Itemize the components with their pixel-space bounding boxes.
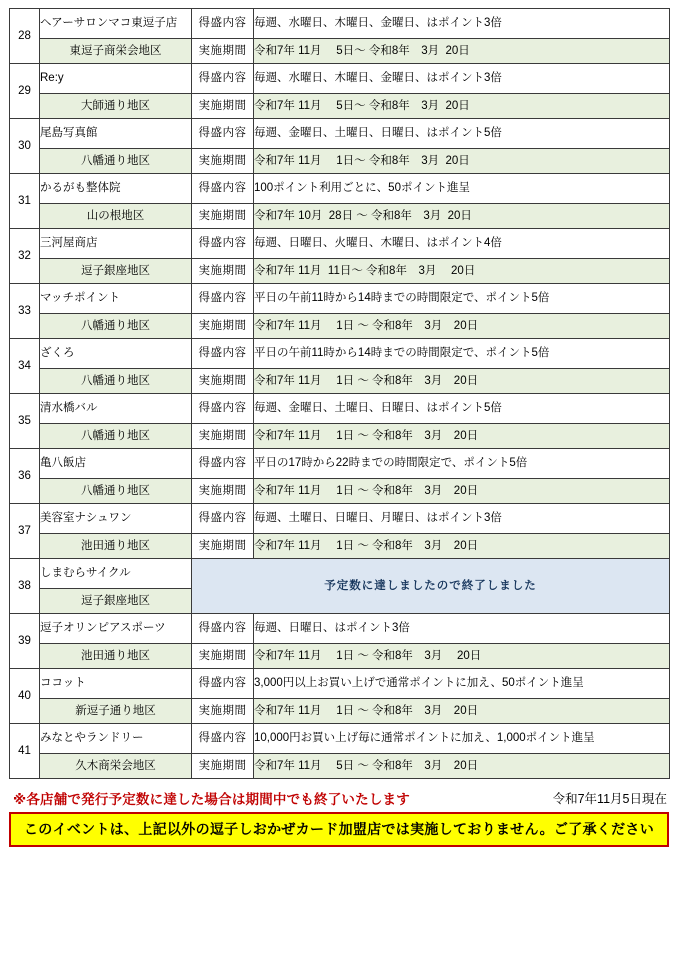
table-row [10, 394, 670, 424]
table-row [10, 534, 670, 559]
table-row [10, 174, 670, 204]
row-number: 30 [10, 119, 40, 174]
period-label: 実施期間 [192, 204, 254, 229]
period-text: 令和7年 11月 1日～ 令和8年 3月 20日 [254, 149, 670, 174]
benefit-text: 平日の午前11時から14時までの時間限定で、ポイント5倍 [254, 339, 670, 369]
row-number: 33 [10, 284, 40, 339]
benefit-label: 得盛内容 [192, 614, 254, 644]
table-row [10, 259, 670, 284]
table-row [10, 369, 670, 394]
table-row [10, 339, 670, 369]
benefit-label: 得盛内容 [192, 9, 254, 39]
benefit-label: 得盛内容 [192, 724, 254, 754]
period-text: 令和7年 11月 1日 ～ 令和8年 3月 20日 [254, 424, 670, 449]
area-name: 八幡通り地区 [40, 149, 192, 174]
row-number: 29 [10, 64, 40, 119]
benefit-label: 得盛内容 [192, 449, 254, 479]
period-label: 実施期間 [192, 534, 254, 559]
benefit-text: 毎週、金曜日、土曜日、日曜日、はポイント5倍 [254, 394, 670, 424]
table-row [10, 754, 670, 779]
area-name: 八幡通り地区 [40, 314, 192, 339]
period-text: 令和7年 11月 1日 ～ 令和8年 3月 20日 [254, 644, 670, 669]
row-number: 35 [10, 394, 40, 449]
period-text: 令和7年 11月 1日 ～ 令和8年 3月 20日 [254, 369, 670, 394]
table-row [10, 39, 670, 64]
benefit-text: 毎週、土曜日、日曜日、月曜日、はポイント3倍 [254, 504, 670, 534]
benefit-text: 毎週、日曜日、火曜日、木曜日、はポイント4倍 [254, 229, 670, 259]
period-label: 実施期間 [192, 699, 254, 724]
period-label: 実施期間 [192, 149, 254, 174]
benefit-text: 毎週、水曜日、木曜日、金曜日、はポイント3倍 [254, 64, 670, 94]
table-row [10, 479, 670, 504]
shop-name: 清水橋バル [40, 394, 192, 424]
ended-notice: 予定数に達しましたので終了しました [192, 559, 670, 614]
benefit-text: 毎週、日曜日、はポイント3倍 [254, 614, 670, 644]
table-row [10, 449, 670, 479]
period-label: 実施期間 [192, 314, 254, 339]
table-row [10, 284, 670, 314]
shop-name: みなとやランドリー [40, 724, 192, 754]
shop-name: しまむらサイクル [40, 559, 192, 589]
benefit-text: 平日の午前11時から14時までの時間限定で、ポイント5倍 [254, 284, 670, 314]
shop-name: 尾島写真館 [40, 119, 192, 149]
table-row [10, 614, 670, 644]
benefit-label: 得盛内容 [192, 229, 254, 259]
footer-yellow-text: このイベントは、上記以外の逗子しおかぜカード加盟店では実施しておりません。ご了承ください [23, 821, 655, 837]
period-text: 令和7年 11月 1日 ～ 令和8年 3月 20日 [254, 479, 670, 504]
benefit-label: 得盛内容 [192, 504, 254, 534]
table-row [10, 424, 670, 449]
area-name: 八幡通り地区 [40, 479, 192, 504]
campaign-table [9, 8, 670, 779]
period-label: 実施期間 [192, 259, 254, 284]
benefit-label: 得盛内容 [192, 284, 254, 314]
period-text: 令和7年 11月 1日 ～ 令和8年 3月 20日 [254, 534, 670, 559]
footer-yellow-box [9, 812, 669, 847]
benefit-text: 平日の17時から22時までの時間限定で、ポイント5倍 [254, 449, 670, 479]
table-row [10, 699, 670, 724]
table-row [10, 314, 670, 339]
row-number: 37 [10, 504, 40, 559]
table-row [10, 229, 670, 259]
area-name: 山の根地区 [40, 204, 192, 229]
benefit-text: 10,000円お買い上げ毎に通常ポイントに加え、1,000ポイント進呈 [254, 724, 670, 754]
area-name: 逗子銀座地区 [40, 259, 192, 284]
shop-name: ヘアーサロンマコ東逗子店 [40, 9, 192, 39]
footer-date: 令和7年11月5日現在 [552, 792, 667, 806]
row-number: 36 [10, 449, 40, 504]
table-row [10, 724, 670, 754]
benefit-label: 得盛内容 [192, 394, 254, 424]
benefit-text: 100ポイント利用ごとに、50ポイント進呈 [254, 174, 670, 204]
table-row [10, 504, 670, 534]
shop-name: 逗子オリンピアスポーツ [40, 614, 192, 644]
benefit-label: 得盛内容 [192, 174, 254, 204]
table-row [10, 644, 670, 669]
table-row [10, 9, 670, 39]
period-label: 実施期間 [192, 644, 254, 669]
period-label: 実施期間 [192, 94, 254, 119]
table-row [10, 149, 670, 174]
period-text: 令和7年 11月 1日 ～ 令和8年 3月 20日 [254, 314, 670, 339]
shop-name: 美容室ナシュワン [40, 504, 192, 534]
period-label: 実施期間 [192, 39, 254, 64]
period-text: 令和7年 11月 11日～ 令和8年 3月 20日 [254, 259, 670, 284]
row-number: 41 [10, 724, 40, 779]
area-name: 久木商栄会地区 [40, 754, 192, 779]
row-number: 34 [10, 339, 40, 394]
benefit-label: 得盛内容 [192, 339, 254, 369]
shop-name: 三河屋商店 [40, 229, 192, 259]
row-number: 32 [10, 229, 40, 284]
period-label: 実施期間 [192, 424, 254, 449]
row-number: 31 [10, 174, 40, 229]
area-name: 逗子銀座地区 [40, 589, 192, 614]
area-name: 大師通り地区 [40, 94, 192, 119]
shop-name: ココット [40, 669, 192, 699]
table-row [10, 94, 670, 119]
benefit-text: 毎週、水曜日、木曜日、金曜日、はポイント3倍 [254, 9, 670, 39]
benefit-label: 得盛内容 [192, 119, 254, 149]
row-number: 39 [10, 614, 40, 669]
period-label: 実施期間 [192, 369, 254, 394]
shop-name: 亀八飯店 [40, 449, 192, 479]
period-text: 令和7年 11月 5日 ～ 令和8年 3月 20日 [254, 754, 670, 779]
table-body [10, 9, 670, 779]
period-label: 実施期間 [192, 479, 254, 504]
shop-name: マッチポイント [40, 284, 192, 314]
shop-name: ざくろ [40, 339, 192, 369]
period-text: 令和7年 11月 5日～ 令和8年 3月 20日 [254, 39, 670, 64]
row-number: 28 [10, 9, 40, 64]
area-name: 新逗子通り地区 [40, 699, 192, 724]
benefit-label: 得盛内容 [192, 669, 254, 699]
area-name: 八幡通り地区 [40, 424, 192, 449]
benefit-label: 得盛内容 [192, 64, 254, 94]
table-row [10, 64, 670, 94]
benefit-text: 毎週、金曜日、土曜日、日曜日、はポイント5倍 [254, 119, 670, 149]
shop-name: かるがも整体院 [40, 174, 192, 204]
period-label: 実施期間 [192, 754, 254, 779]
period-text: 令和7年 11月 1日 ～ 令和8年 3月 20日 [254, 699, 670, 724]
footer-red-notice: ※各店舗で発行予定数に達した場合は期間中でも終了いたします [13, 792, 410, 807]
period-text: 令和7年 10月 28日 ～ 令和8年 3月 20日 [254, 204, 670, 229]
table-row [10, 559, 670, 589]
area-name: 八幡通り地区 [40, 369, 192, 394]
area-name: 池田通り地区 [40, 644, 192, 669]
table-row [10, 119, 670, 149]
table-row [10, 669, 670, 699]
benefit-text: 3,000円以上お買い上げで通常ポイントに加え、50ポイント進呈 [254, 669, 670, 699]
table-row [10, 204, 670, 229]
area-name: 池田通り地区 [40, 534, 192, 559]
area-name: 東逗子商栄会地区 [40, 39, 192, 64]
row-number: 38 [10, 559, 40, 614]
period-text: 令和7年 11月 5日～ 令和8年 3月 20日 [254, 94, 670, 119]
footer-notice-line [9, 786, 669, 808]
shop-name: Re:y [40, 64, 192, 94]
document-page [0, 8, 678, 968]
row-number: 40 [10, 669, 40, 724]
